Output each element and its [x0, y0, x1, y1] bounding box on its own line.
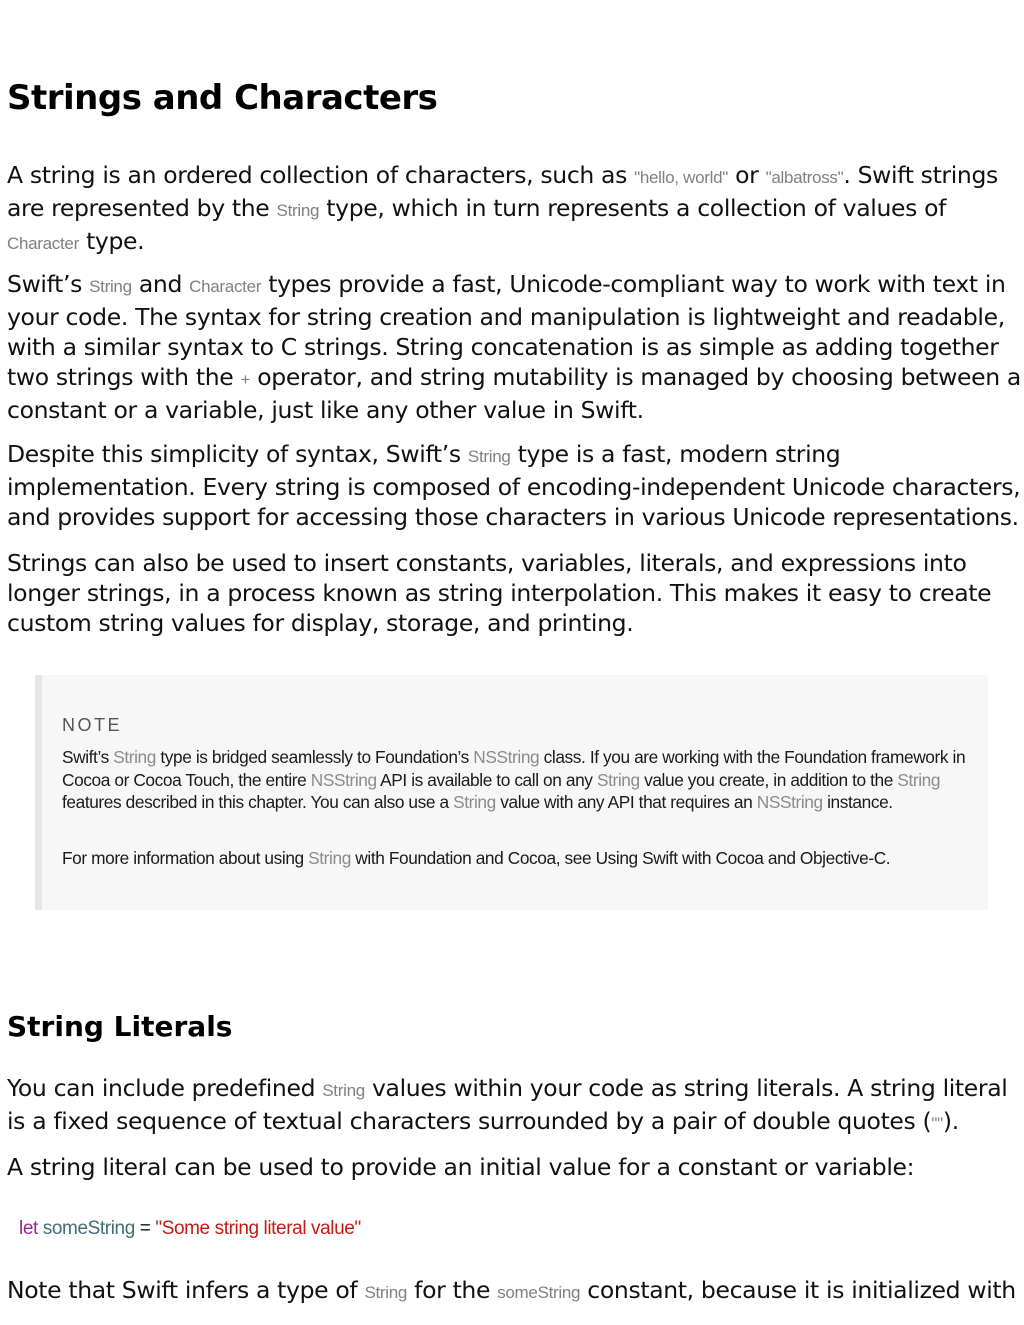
intro-paragraph: A string is an ordered collection of characters, such as "hello, world" or "albatross". Swift strings are represented by the String type, which in turn represents a collection of values of Character type.: [7, 161, 998, 255]
inline-code: NSString: [310, 769, 377, 790]
implementation-paragraph: Despite this simplicity of syntax, Swift’s String type is a fast, modern string implementation. Every string is composed of encoding-independent Unicode characters, and provides support for accessing those characters in various Unicode representations.: [7, 440, 1021, 531]
inline-code: Character: [189, 277, 262, 296]
string-types-paragraph: Swift’s String and Character types provide a fast, Unicode-compliant way to work with text in your code. The syntax for string creation and manipulation is lightweight and readable, with a similar syntax to C strings. String concatenation is as simple as adding together two strings with the + operator, and string mutability is managed by choosing between a constant or a variable, just like any other value in Swift.: [7, 270, 1021, 424]
note-paragraph-more-info: For more information about using String with Foundation and Cocoa, see Using Swift with Cocoa and Objective-C.: [62, 848, 891, 868]
inline-code: String: [453, 792, 496, 813]
initial-value-paragraph: A string literal can be used to provide an initial value for a constant or variable:: [7, 1153, 915, 1181]
code-identifier: someString: [42, 1218, 135, 1239]
inline-code: String: [89, 277, 132, 296]
literals-paragraph: You can include predefined String values within your code as string literals. A string literal is a fixed sequence of textual characters surrounded by a pair of double quotes ("").: [7, 1074, 1008, 1135]
code-example: [19, 1218, 361, 1240]
inline-code: someString: [497, 1283, 581, 1302]
inline-code: +: [240, 370, 251, 389]
inline-code: String: [113, 747, 156, 767]
section-title-string-literals: String Literals: [7, 1010, 233, 1043]
inline-code: Character: [7, 234, 79, 253]
inline-code: String: [308, 848, 351, 868]
code-operator: =: [134, 1218, 156, 1239]
inline-code: String: [322, 1081, 365, 1100]
inline-code: String: [596, 769, 640, 790]
inline-code: "albatross": [765, 168, 844, 187]
page-title: Strings and Characters: [7, 78, 438, 118]
code-keyword: let: [19, 1218, 38, 1239]
inline-code: "hello, world": [634, 168, 728, 187]
inline-code: String: [276, 201, 320, 220]
inline-code: NSString: [473, 747, 540, 767]
note-paragraph-bridging: Swift’s String type is bridged seamlessly to Foundation’s NSString class. If you are working with the Foundation framework in Cocoa or Cocoa Touch, the entire NSString API is available to call on any String value you create, in addition to the String features described in this chapter. You can also use a String value with any API that requires an NSString instance.: [62, 747, 966, 813]
code-string-literal: "Some string literal value": [155, 1218, 361, 1239]
type-inference-paragraph: Note that Swift infers a type of String for the someString constant, because it is initialized with: [7, 1276, 1016, 1304]
note-box: [35, 675, 988, 910]
inline-code: "": [931, 1114, 943, 1133]
inline-code: String: [364, 1283, 408, 1302]
interpolation-paragraph: Strings can also be used to insert constants, variables, literals, and expressions into longer strings, in a process known as string interpolation. This makes it easy to create custom string values for display, storage, and printing.: [7, 549, 992, 637]
inline-code: String: [897, 769, 941, 790]
inline-code: String: [467, 447, 511, 466]
note-label: NOTE: [62, 715, 123, 735]
inline-code: NSString: [756, 792, 823, 813]
